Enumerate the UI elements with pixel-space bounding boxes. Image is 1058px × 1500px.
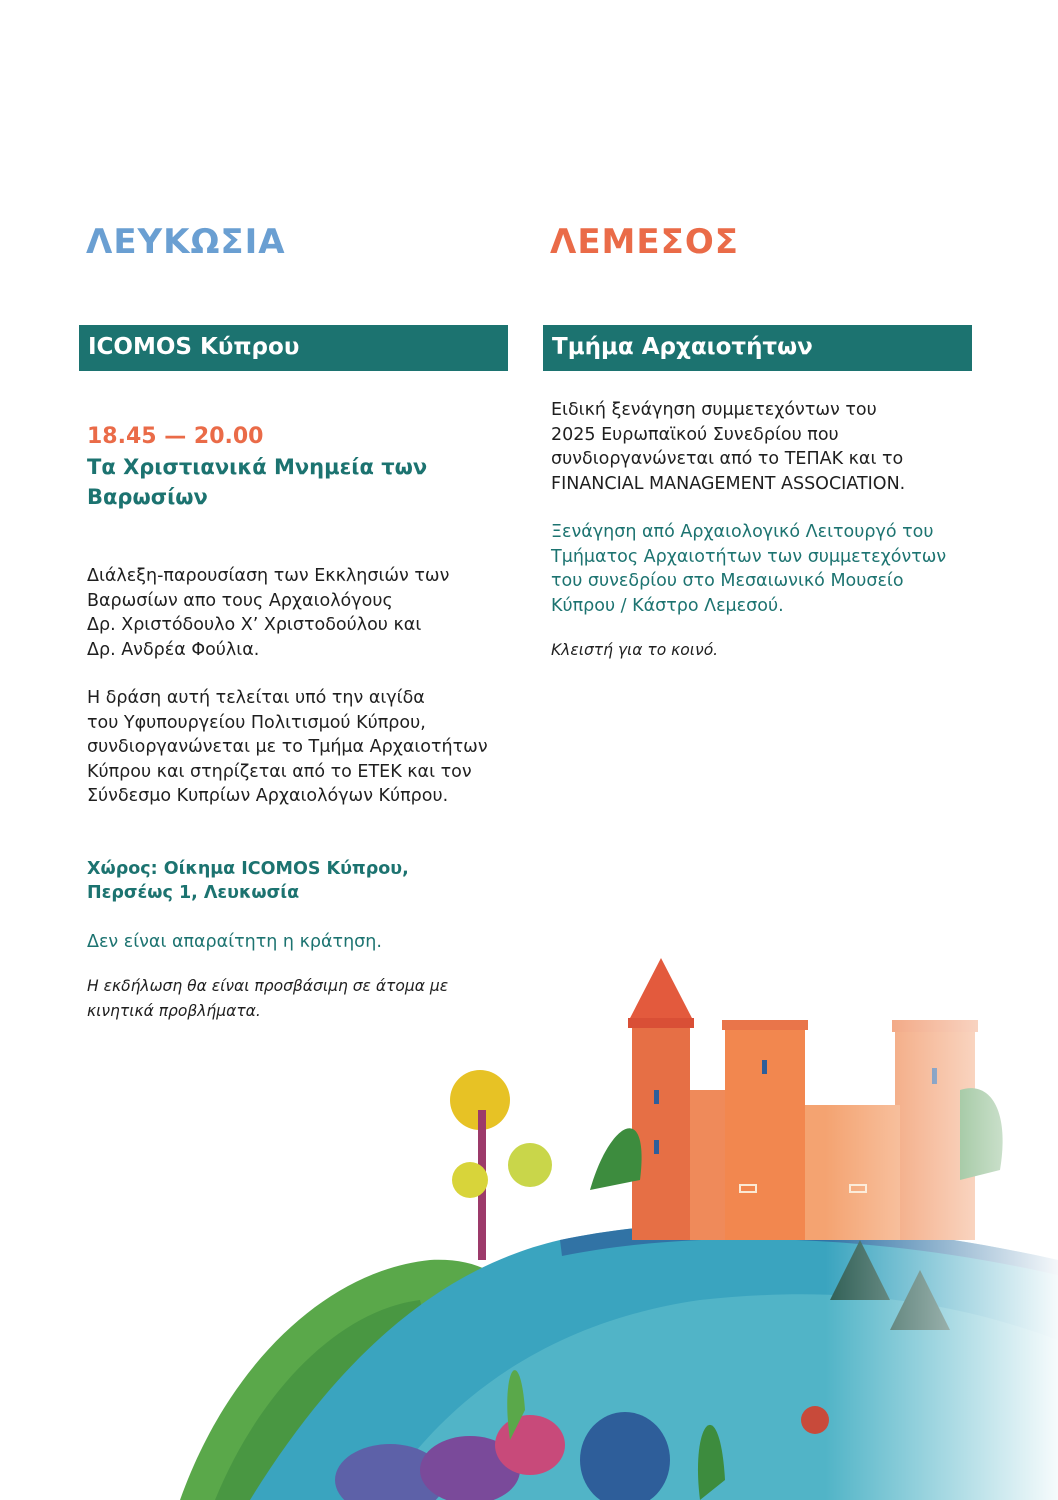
closed-note: Κλειστή για το κοινό. [551, 641, 719, 659]
tour-line: Τμήματος Αρχαιοτήτων των συμμετεχόντων [551, 546, 947, 567]
tour-line: του συνεδρίου στο Μεσαιωνικό Μουσείο [551, 571, 904, 591]
castle-hill-illustration [0, 940, 1058, 1500]
description-line: Δρ. Ανδρέα Φούλια. [87, 639, 260, 660]
event-time: 18.45 — 20.00 [87, 424, 264, 449]
intro-line: 2025 Ευρωπαϊκού Συνεδρίου που [551, 424, 839, 445]
intro-line: Ειδική ξενάγηση συμμετεχόντων του [551, 400, 877, 420]
city-heading-nicosia: ΛΕΥΚΩΣΙΑ [86, 222, 286, 262]
intro-line: FINANCIAL MANAGEMENT ASSOCIATION. [551, 473, 906, 494]
support-line: συνδιοργανώνεται με το Τμήμα Αρχαιοτήτων [87, 737, 488, 757]
support-line: Η δράση αυτή τελείται υπό την αιγίδα [87, 688, 425, 708]
venue-line: Περσέως 1, Λευκωσία [87, 883, 300, 903]
intro-line: συνδιοργανώνεται από το ΤΕΠΑΚ και το [551, 449, 904, 469]
organizer-bar-antiquities: Τμήμα Αρχαιοτήτων [543, 325, 972, 371]
venue-line: Χώρος: Οίκημα ICOMOS Κύπρου, [87, 858, 409, 879]
support-line: του Υφυπουργείου Πολιτισμού Κύπρου, [87, 712, 426, 733]
support-line: Σύνδεσμο Κυπρίων Αρχαιολόγων Κύπρου. [87, 786, 449, 806]
description-line: Βαρωσίων απο τους Αρχαιολόγους [87, 590, 393, 611]
city-heading-limassol: ΛΕΜΕΣΟΣ [550, 222, 739, 262]
description-line: Διάλεξη-παρουσίαση των Εκκλησιών των [87, 566, 450, 586]
support-line: Κύπρου και στηρίζεται από το ΕΤΕΚ και τον [87, 761, 472, 782]
tour-line: Ξενάγηση από Αρχαιολογικό Λειτουργό του [551, 522, 934, 542]
description-line: Δρ. Χριστόδουλο Χ’ Χριστοδούλου και [87, 615, 422, 635]
event-column-limassol [551, 398, 981, 663]
event-title-line: Τα Χριστιανικά Μνημεία των [87, 455, 428, 479]
tour-line: Κύπρου / Κάστρο Λεμεσού. [551, 595, 784, 616]
event-column-nicosia [87, 422, 517, 1023]
organizer-bar-icomos: ICOMOS Κύπρου [79, 325, 508, 371]
event-title-line: Βαρωσίων [87, 485, 208, 509]
